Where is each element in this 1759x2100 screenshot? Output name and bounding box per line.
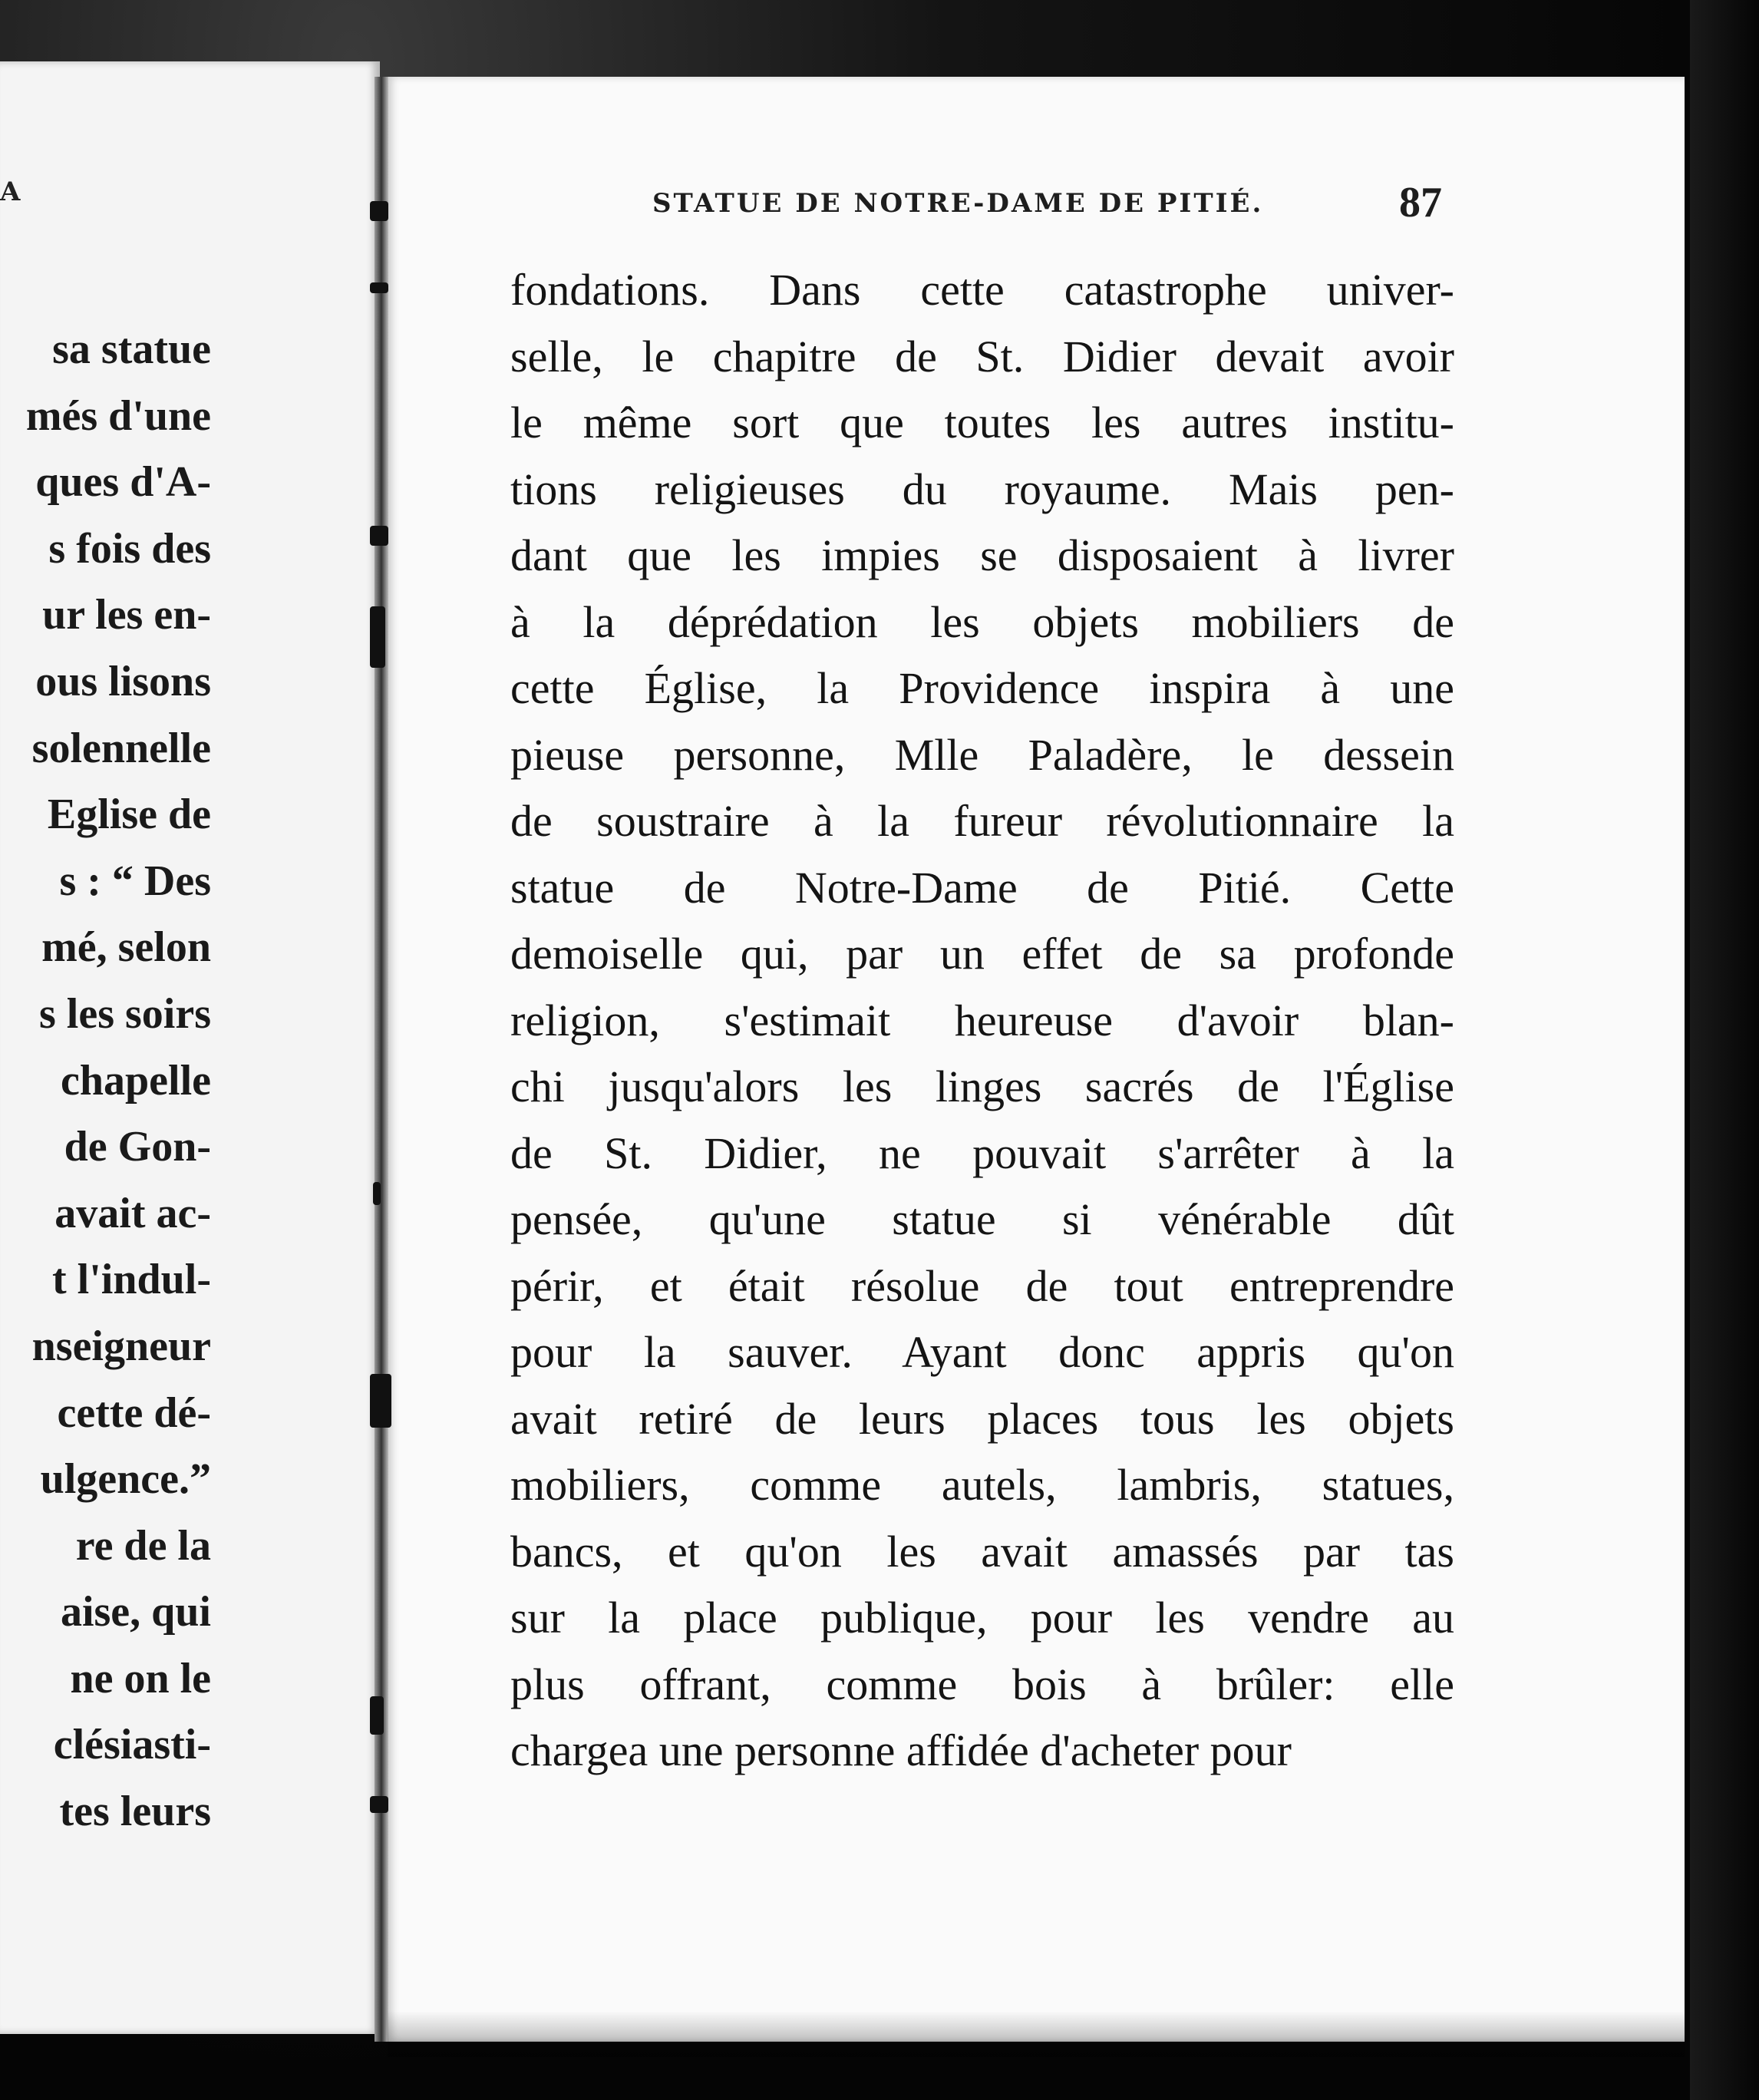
left-line: ur les en- xyxy=(42,591,211,639)
binding-stitch xyxy=(370,201,388,221)
left-line: s : “ Des xyxy=(59,857,211,905)
text-line: selle, le chapitre de St. Didier devait avoir xyxy=(510,331,1454,381)
binding-stitch xyxy=(370,282,388,293)
left-line: avait ac- xyxy=(54,1189,211,1237)
text-line: mobiliers, comme autels, lambris, statues, xyxy=(510,1460,1454,1510)
left-line: s fois des xyxy=(48,524,211,573)
text-line: pour la sauver. Ayant donc appris qu'on xyxy=(510,1327,1454,1377)
left-line: més d'une xyxy=(25,391,211,440)
page-number: 87 xyxy=(1399,179,1442,226)
left-page-text xyxy=(0,316,211,1845)
text-line: sur la place publique, pour les vendre au xyxy=(510,1593,1454,1643)
binding-stitch xyxy=(370,526,388,546)
left-line: re de la xyxy=(75,1521,211,1570)
text-line: demoiselle qui, par un effet de sa profonde xyxy=(510,929,1454,979)
text-line: religion, s'estimait heureuse d'avoir blan- xyxy=(510,995,1454,1045)
text-line: cette Église, la Providence inspira à une xyxy=(510,663,1454,713)
right-page xyxy=(388,77,1685,2042)
binding-stitch xyxy=(370,1796,388,1813)
left-line: solennelle xyxy=(31,724,211,772)
text-line: chi jusqu'alors les linges sacrés de l'Église xyxy=(510,1062,1454,1111)
text-line: plus offrant, comme bois à brûler: elle xyxy=(510,1659,1454,1709)
left-line: ne on le xyxy=(70,1654,211,1702)
left-line: nseigneur xyxy=(31,1322,211,1370)
text-line: périr, et était résolue de tout entreprendre xyxy=(510,1260,1454,1311)
text-line: pensée, qu'une statue si vénérable dût xyxy=(510,1194,1454,1244)
scan-edge-right xyxy=(1690,0,1759,2100)
text-line: pieuse personne, Mlle Paladère, le dessein xyxy=(510,729,1454,780)
left-line: tes leurs xyxy=(59,1788,211,1836)
left-line: aise, qui xyxy=(60,1588,211,1636)
left-line: ous lisons xyxy=(35,657,211,705)
text-line: tions religieuses du royaume. Mais pen- xyxy=(510,464,1454,514)
text-line: à la déprédation les objets mobiliers de xyxy=(510,596,1454,647)
left-line: t l'indul- xyxy=(52,1256,211,1304)
left-line: sa statue xyxy=(52,325,211,373)
left-line: mé, selon xyxy=(41,923,211,972)
text-line: bancs, et qu'on les avait amassés par tas xyxy=(510,1526,1454,1577)
book-gutter xyxy=(375,77,388,2042)
body-text xyxy=(510,257,1454,1785)
left-running-head: A xyxy=(0,177,22,207)
left-line: ques d'A- xyxy=(35,458,211,507)
binding-stitch xyxy=(370,1696,384,1735)
left-line: clésiasti- xyxy=(53,1721,211,1769)
left-line: s les soirs xyxy=(39,989,211,1038)
page-bottom-shadow xyxy=(388,2011,1685,2057)
running-head: STATUE DE NOTRE-DAME DE PITIÉ. xyxy=(652,188,1264,219)
text-line: dant que les impies se disposaient à livrer xyxy=(510,530,1454,580)
binding-stitch xyxy=(373,1182,381,1205)
text-line: fondations. Dans cette catastrophe univer- xyxy=(510,265,1454,315)
text-line: de soustraire à la fureur révolutionnaire la xyxy=(510,796,1454,846)
text-line: chargea une personne affidée d'acheter pour xyxy=(510,1725,1292,1775)
left-line: de Gon- xyxy=(64,1123,211,1171)
text-line: de St. Didier, ne pouvait s'arrêter à la xyxy=(510,1128,1454,1178)
text-line: le même sort que toutes les autres institu- xyxy=(510,398,1454,447)
binding-stitch xyxy=(370,606,385,668)
left-line: ulgence.” xyxy=(40,1455,211,1504)
left-page xyxy=(0,61,380,2034)
left-line: cette dé- xyxy=(57,1388,211,1437)
left-line: Eglise de xyxy=(47,791,211,839)
left-line: chapelle xyxy=(61,1056,211,1104)
text-line: avait retiré de leurs places tous les objets xyxy=(510,1393,1454,1444)
text-line: statue de Notre-Dame de Pitié. Cette xyxy=(510,862,1454,913)
binding-stitch xyxy=(370,1374,391,1428)
